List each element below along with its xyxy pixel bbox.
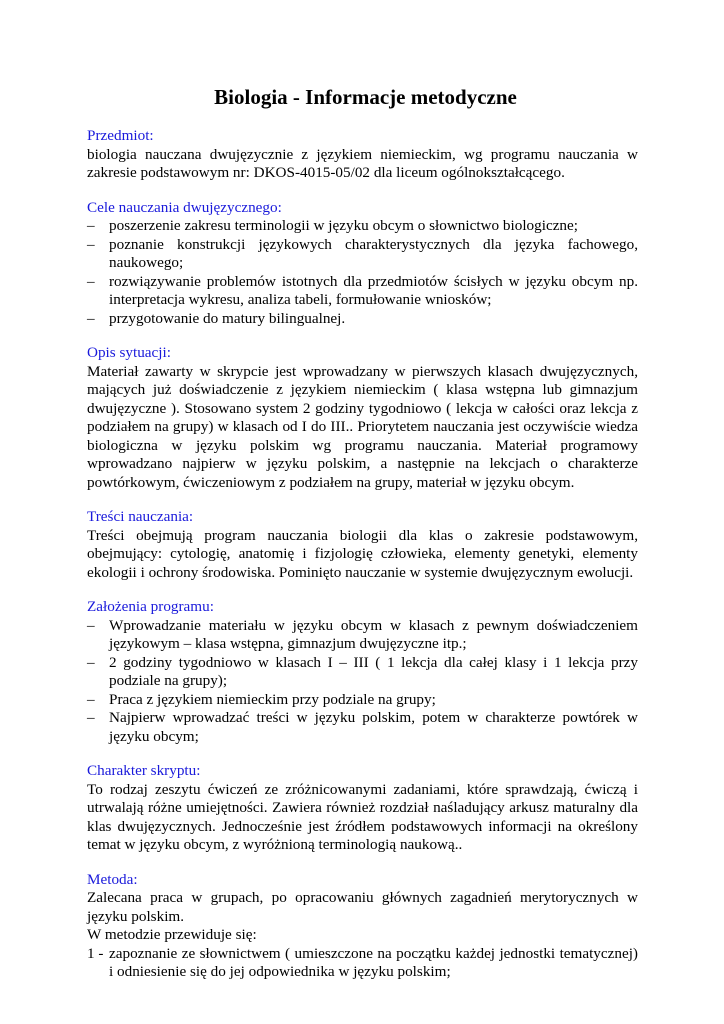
- section-metoda: [87, 871, 638, 982]
- cele-list: [87, 217, 638, 328]
- zalozenia-list: [87, 617, 638, 747]
- list-item-text: 2 godziny tygodniowo w klasach I – III ( 1 lekcja dla całej klasy i 1 lekcja przy podziale na grupy);: [109, 653, 638, 689]
- item-number: 1 -: [87, 944, 104, 962]
- section-heading-tresci: Treści nauczania:: [87, 508, 194, 525]
- list-item: [87, 691, 638, 710]
- list-item-text: Wprowadzanie materiału w języku obcym w klasach z pewnym doświadczeniem językowym – klasa wstępna, gimnazjum dwujęzyczne itp.;: [109, 616, 638, 652]
- list-item: [87, 617, 638, 654]
- list-item: [87, 709, 638, 746]
- list-item: [87, 236, 638, 273]
- numbered-item: [87, 945, 638, 982]
- section-heading-opis: Opis sytuacji:: [87, 344, 171, 361]
- section-text-opis: Materiał zawarty w skrypcie jest wprowadzany w pierwszych klasach dwujęzycznych, mających już doświadczenie z językiem niemieckim ( klasa wstępna lub gimnazjum dwujęzyczne ). Stosowano system 2 godziny tygodniowo ( lekcja w całości oraz lekcja z podziałem na grupy) w klasach od I do III.. Priorytetem nauczania jest oczywiście wiedza biologiczna w języku polskim wg programu nauczania. Materiał programowy wprowadzano najpierw w języku polskim, a następnie na lekcjach o charakterze powtórkowym, ćwiczeniowym z podziałem na grupy, materiał w języku obcym.: [87, 362, 638, 491]
- numbered-item-text: zapoznanie ze słownictwem ( umieszczone na początku każdej jednostki tematycznej) i odniesienie się do jej odpowiednika w języku polskim;: [109, 944, 638, 980]
- dash-bullet: –: [87, 709, 95, 726]
- dash-bullet: –: [87, 653, 95, 671]
- list-item-text: Praca z językiem niemieckim przy podziale na grupy;: [109, 690, 436, 708]
- section-text-przedmiot: biologia nauczana dwujęzycznie z językiem niemieckim, wg programu nauczania w zakresie podstawowym nr: DKOS-4015-05/02 dla liceum ogólnokształcącego.: [87, 145, 638, 181]
- section-charakter: [87, 762, 638, 855]
- section-heading-przedmiot: Przedmiot:: [87, 127, 154, 144]
- section-przedmiot: [87, 127, 638, 183]
- list-item: [87, 217, 638, 236]
- section-zalozenia: [87, 598, 638, 746]
- dash-bullet: –: [87, 235, 95, 253]
- section-opis: [87, 344, 638, 492]
- document-page: [87, 84, 638, 998]
- section-text-charakter: To rodzaj zeszytu ćwiczeń ze zróżnicowanymi zadaniami, które sprawdzają, ćwiczą i utrwalają różne umiejętności. Zawiera również rozdział naśladujący arkusz maturalny dla klas dwujęzycznych. Jednocześnie jest źródłem podstawowych informacji na określony temat w języku obcym, z wyróżnioną terminologią naukową..: [87, 780, 638, 853]
- list-item-text: przygotowanie do matury bilingualnej.: [109, 309, 346, 327]
- list-item-text: poznanie konstrukcji językowych charakterystycznych dla języka fachowego, naukowego;: [109, 235, 638, 271]
- section-cele: [87, 199, 638, 329]
- section-intro-metoda: W metodzie przewiduje się:: [87, 926, 257, 943]
- section-heading-zalozenia: Założenia programu:: [87, 598, 214, 615]
- dash-bullet: –: [87, 616, 95, 634]
- list-item-text: poszerzenie zakresu terminologii w języku obcym o słownictwo biologiczne;: [109, 217, 578, 234]
- section-heading-metoda: Metoda:: [87, 870, 138, 888]
- section-text-tresci: Treści obejmują program nauczania biologii dla klas o zakresie podstawowym, obejmujący: cytologię, anatomię i fizjologię człowieka, elementy genetyki, elementy ekologii i ochrony środowiska. Pominięto nauczanie w systemie dwujęzycznym ewolucji.: [87, 526, 638, 581]
- list-item-text: rozwiązywanie problemów istotnych dla przedmiotów ścisłych w języku obcym np. interpretacja wykresu, analiza tabeli, formułowanie wniosków;: [109, 272, 638, 308]
- section-heading-cele: Cele nauczania dwujęzycznego:: [87, 198, 282, 216]
- document-title: Biologia - Informacje metodyczne: [214, 85, 517, 109]
- list-item: [87, 273, 638, 310]
- list-item-text: Najpierw wprowadzać treści w języku polskim, potem w charakterze powtórek w języku obcym;: [109, 709, 638, 745]
- dash-bullet: –: [87, 690, 95, 708]
- section-heading-charakter: Charakter skryptu:: [87, 762, 201, 779]
- list-item: [87, 654, 638, 691]
- dash-bullet: –: [87, 309, 95, 327]
- dash-bullet: –: [87, 217, 95, 234]
- dash-bullet: –: [87, 272, 95, 290]
- section-tresci: [87, 508, 638, 582]
- list-item: [87, 310, 638, 329]
- section-text-metoda: Zalecana praca w grupach, po opracowaniu głównych zagadnień merytorycznych w języku polskim.: [87, 889, 638, 925]
